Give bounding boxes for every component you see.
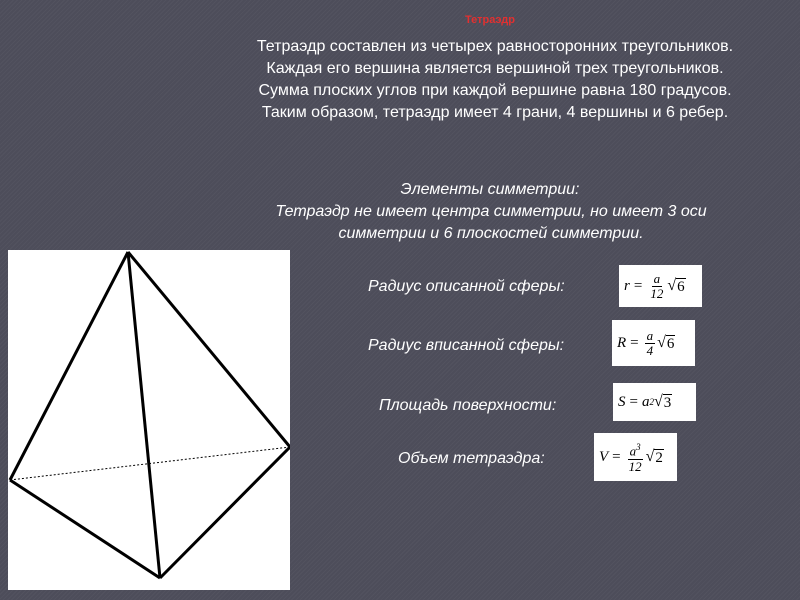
formula-eq: =: [629, 393, 638, 410]
surface-area-formula: [613, 383, 696, 421]
edge-right: [128, 252, 290, 447]
tetrahedron-figure: [8, 250, 290, 590]
formula-var: R: [617, 334, 627, 351]
fraction-denominator: 4: [646, 342, 654, 358]
symmetry-paragraph: Тетраэдр не имеет центра симметрии, но имеет 3 оси симметрии и 6 плоскостей симметрии.: [275, 203, 707, 242]
formula-var: r: [624, 277, 630, 294]
formula-eq: =: [612, 448, 621, 465]
edge-bottom-left: [10, 480, 160, 578]
edge-front: [128, 252, 160, 578]
symmetry-heading: Элементы симметрии:: [400, 181, 580, 198]
sqrt-expression: √ 3: [653, 393, 672, 411]
radicand: 2: [655, 449, 663, 466]
formula-fraction: [645, 329, 656, 358]
fraction-denominator: 12: [650, 285, 664, 301]
tetrahedron-drawing: [8, 250, 290, 590]
surface-area-label: Площадь поверхности:: [379, 397, 557, 414]
description-paragraph: Тетраэдр составлен из четырех равносторонних треугольников. Каждая его вершина является вершиной трех треугольников. Сумма плоских углов при каждой вершине равна 180 градусов. Таким образом, тетраэдр имеет 4 грани, 4 вершины и 6 ребер.: [256, 38, 734, 121]
formula-fraction: [648, 272, 665, 301]
fraction-numerator: a: [646, 327, 654, 343]
volume-label: Объем тетраэдра:: [398, 450, 545, 467]
numerator-exponent: 3: [636, 442, 641, 453]
sqrt-expression: √ 2: [645, 448, 663, 466]
formula-var: V: [599, 448, 609, 465]
circumsphere-label: Радиус описанной сферы:: [368, 278, 565, 295]
formula-var: S: [618, 393, 626, 410]
formula-eq: =: [630, 334, 639, 351]
formula-base: a: [641, 393, 650, 410]
formula-eq: =: [633, 277, 643, 294]
formula-exponent: 2: [649, 397, 654, 407]
sqrt-expression: √ 6: [667, 277, 685, 295]
radicand: 6: [677, 278, 685, 295]
volume-formula: [594, 433, 677, 481]
formula-fraction: [627, 440, 644, 473]
fraction-numerator: a: [653, 270, 661, 286]
slide-title: Тетраэдр: [465, 14, 515, 26]
fraction-numerator: [628, 440, 643, 459]
edge-left: [10, 252, 128, 480]
sqrt-expression: √ 6: [657, 334, 675, 352]
radicand: 3: [663, 394, 672, 411]
insphere-label: Радиус вписанной сферы:: [368, 337, 565, 354]
circumsphere-formula: [619, 265, 702, 307]
fraction-denominator: 12: [628, 458, 642, 474]
radicand: 6: [666, 335, 675, 352]
edge-bottom-right: [160, 447, 290, 578]
numerator-base: a: [629, 443, 637, 459]
insphere-formula: [612, 320, 695, 366]
